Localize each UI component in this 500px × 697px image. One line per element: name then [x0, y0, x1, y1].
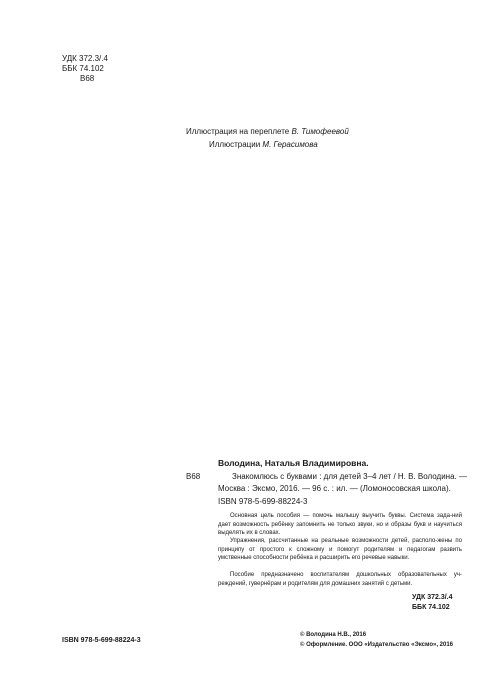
author-mark-top: В68	[80, 74, 95, 83]
author-name: Володина, Наталья Владимировна.	[218, 458, 369, 468]
annotation-paragraph-2: Упражнения, рассчитанные на реальные возможности детей, располо-жены по принципу от простого к сложному и помогут родителям и педагогам развить умственные способности ребёнка и расширить его речевые навыки.	[218, 538, 462, 562]
bibliographic-line-1: Знакомлюсь с буквами : для детей 3–4 лет / Н. В. Володина. —	[232, 472, 467, 481]
udk-code-bottom: УДК 372.3/.4	[412, 594, 453, 601]
udk-code-top: УДК 372.3/.4	[62, 54, 108, 63]
cover-illustration-credit	[186, 127, 349, 137]
cover-illustration-prefix: Иллюстрация на переплете	[186, 127, 290, 136]
inner-illustration-artist: М. Герасимова	[262, 140, 318, 149]
annotation-paragraph-1: Основная цель пособия — помочь малышу выучить буквы. Система зада-ний дает возможность ребёнку запомнить не только звуки, но и образы букв и научиться выделять их в словах.	[218, 513, 462, 537]
copyright-author: © Володина Н.В., 2016	[300, 632, 367, 638]
inner-illustration-prefix: Иллюстрации	[209, 140, 261, 149]
bibliographic-line-2: Москва : Эксмо, 2016. — 96 с. : ил. — (Ломоносовская школа).	[218, 484, 451, 493]
isbn-bibliographic: ISBN 978-5-699-88224-3	[218, 497, 308, 506]
copyright-publisher: © Оформление. ООО «Издательство «Эксмо», 2016	[300, 642, 454, 648]
cover-illustration-artist: В. Тимофеевой	[291, 127, 349, 136]
inner-illustration-credit	[209, 140, 318, 150]
bbk-code-top: ББК 74.102	[62, 64, 104, 73]
author-mark-side: В68	[186, 472, 201, 481]
isbn-footer: ISBN 978-5-699-88224-3	[62, 637, 141, 644]
annotation-paragraph-3: Пособие предназначено воспитателям дошкольных образовательных уч-реждений, гувернёрам и родителям для домашних занятий с детьми.	[218, 572, 462, 587]
bbk-code-bottom: ББК 74.102	[412, 604, 450, 611]
